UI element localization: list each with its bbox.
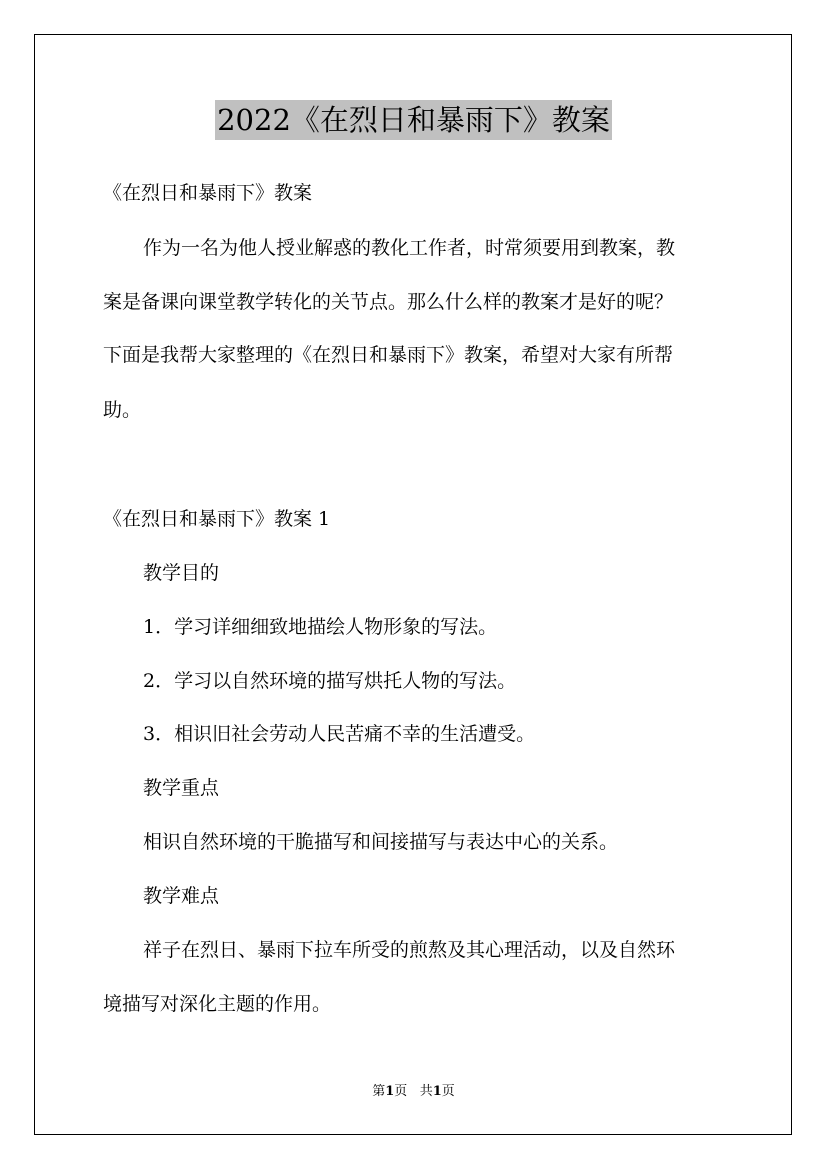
page-footer: [0, 1083, 827, 1101]
intro-paragraph-line: 作为一名为他人授业解惑的教化工作者，时常须要用到教案，教: [143, 237, 676, 259]
footer-page-suffix: 页: [394, 1084, 408, 1099]
footer-total-prefix: 共: [419, 1084, 433, 1099]
goal-heading: 教学目的: [143, 562, 220, 584]
title-wrap: [0, 100, 827, 140]
intro-paragraph-line: 下面是我帮大家整理的《在烈日和暴雨下》教案，希望对大家有所帮: [103, 344, 674, 366]
difficulty-text-line: 境描写对深化主题的作用。: [103, 993, 332, 1015]
intro-paragraph-line: 助。: [103, 399, 142, 421]
goal-item: 2．学习以自然环境的描写烘托人物的写法。: [143, 670, 517, 692]
document-title: 2022《在烈日和暴雨下》教案: [215, 100, 612, 140]
key-text: 相识自然环境的干脆描写和间接描写与表达中心的关系。: [143, 831, 619, 853]
difficulty-text-line: 祥子在烈日、暴雨下拉车所受的煎熬及其心理活动，以及自然环: [143, 939, 676, 961]
footer-page-total: 1: [432, 1084, 442, 1099]
key-heading: 教学重点: [143, 777, 220, 799]
footer-total-suffix: 页: [441, 1084, 455, 1099]
section-heading: 《在烈日和暴雨下》教案 1: [103, 508, 331, 530]
footer-page-prefix: 第: [372, 1084, 386, 1099]
goal-item: 1．学习详细细致地描绘人物形象的写法。: [143, 616, 498, 638]
intro-paragraph-line: 案是备课向课堂教学转化的关节点。那么什么样的教案才是好的呢？: [103, 291, 674, 313]
intro-heading: 《在烈日和暴雨下》教案: [103, 182, 313, 204]
footer-page-current: 1: [385, 1084, 395, 1099]
goal-item: 3．相识旧社会劳动人民苦痛不幸的生活遭受。: [143, 723, 536, 745]
difficulty-heading: 教学难点: [143, 885, 220, 907]
